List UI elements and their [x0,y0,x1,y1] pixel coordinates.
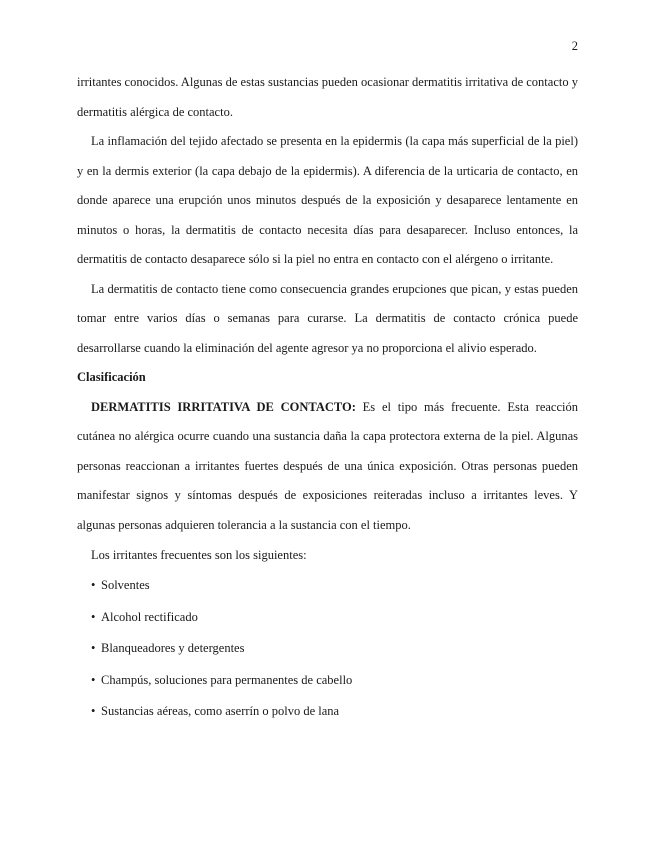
irritants-list [77,570,578,728]
paragraph-continuation: irritantes conocidos. Algunas de estas sustancias pueden ocasionar dermatitis irritativa de contacto y dermatitis alérgica de contacto. [77,75,578,119]
page-number: 2 [571,39,578,53]
paragraph-consequences: La dermatitis de contacto tiene como consecuencia grandes erupciones que pican, y estas pueden tomar entre varios días o semanas para curarse. La dermatitis de contacto crónica puede desarrollarse cuando la eliminación del agente agresor ya no proporciona el alivio esperado. [77,281,578,355]
list-item [91,602,578,634]
paragraph-inflammation: La inflamación del tejido afectado se presenta en la epidermis (la capa más superficial de la piel) y en la dermis exterior (la capa debajo de la epidermis). A diferencia de la urticaria de contacto, en donde aparece una erupción unos minutos después de la exposición y desaparece lentamente en minutos o horas, la dermatitis de contacto necesita días para desaparecer. Incluso entonces, la dermatitis de contacto desaparece sólo si la piel no entra en contacto con el alérgeno o irritante. [77,134,578,266]
bullet-icon: • [91,672,96,687]
bullet-icon: • [91,609,96,624]
list-item [91,570,578,602]
list-item-text: Champús, soluciones para permanentes de cabello [101,672,353,687]
paragraph-lead-term: DERMATITIS IRRITATIVA DE CONTACTO: [91,399,356,414]
section-heading: Clasificación [77,370,146,384]
list-item-text: Blanqueadores y detergentes [101,641,245,655]
list-item-text: Alcohol rectificado [101,609,198,624]
list-item [91,633,578,665]
paragraph-irritant-dermatitis [77,393,578,541]
paragraph-lead-body: Es el tipo más frecuente. Esta reacción cutánea no alérgica ocurre cuando una sustancia daña la capa protectora externa de la piel. Algunas personas reaccionan a irritantes fuertes después de una única exposición. Otras personas pueden manifestar signos y síntomas después de exposiciones reiteradas incluso a irritantes leves. Y algunas personas adquieren tolerancia a la sustancia con el tiempo. [77,399,578,532]
bullet-icon: • [91,578,96,592]
document-body [77,68,578,728]
list-item [91,696,578,728]
list-intro: Los irritantes frecuentes son los siguientes: [91,548,307,562]
bullet-icon: • [91,641,96,655]
list-item [91,665,578,697]
list-item-text: Solventes [101,578,150,592]
list-item-text: Sustancias aéreas, como aserrín o polvo de lana [101,704,340,718]
bullet-icon: • [91,704,96,718]
